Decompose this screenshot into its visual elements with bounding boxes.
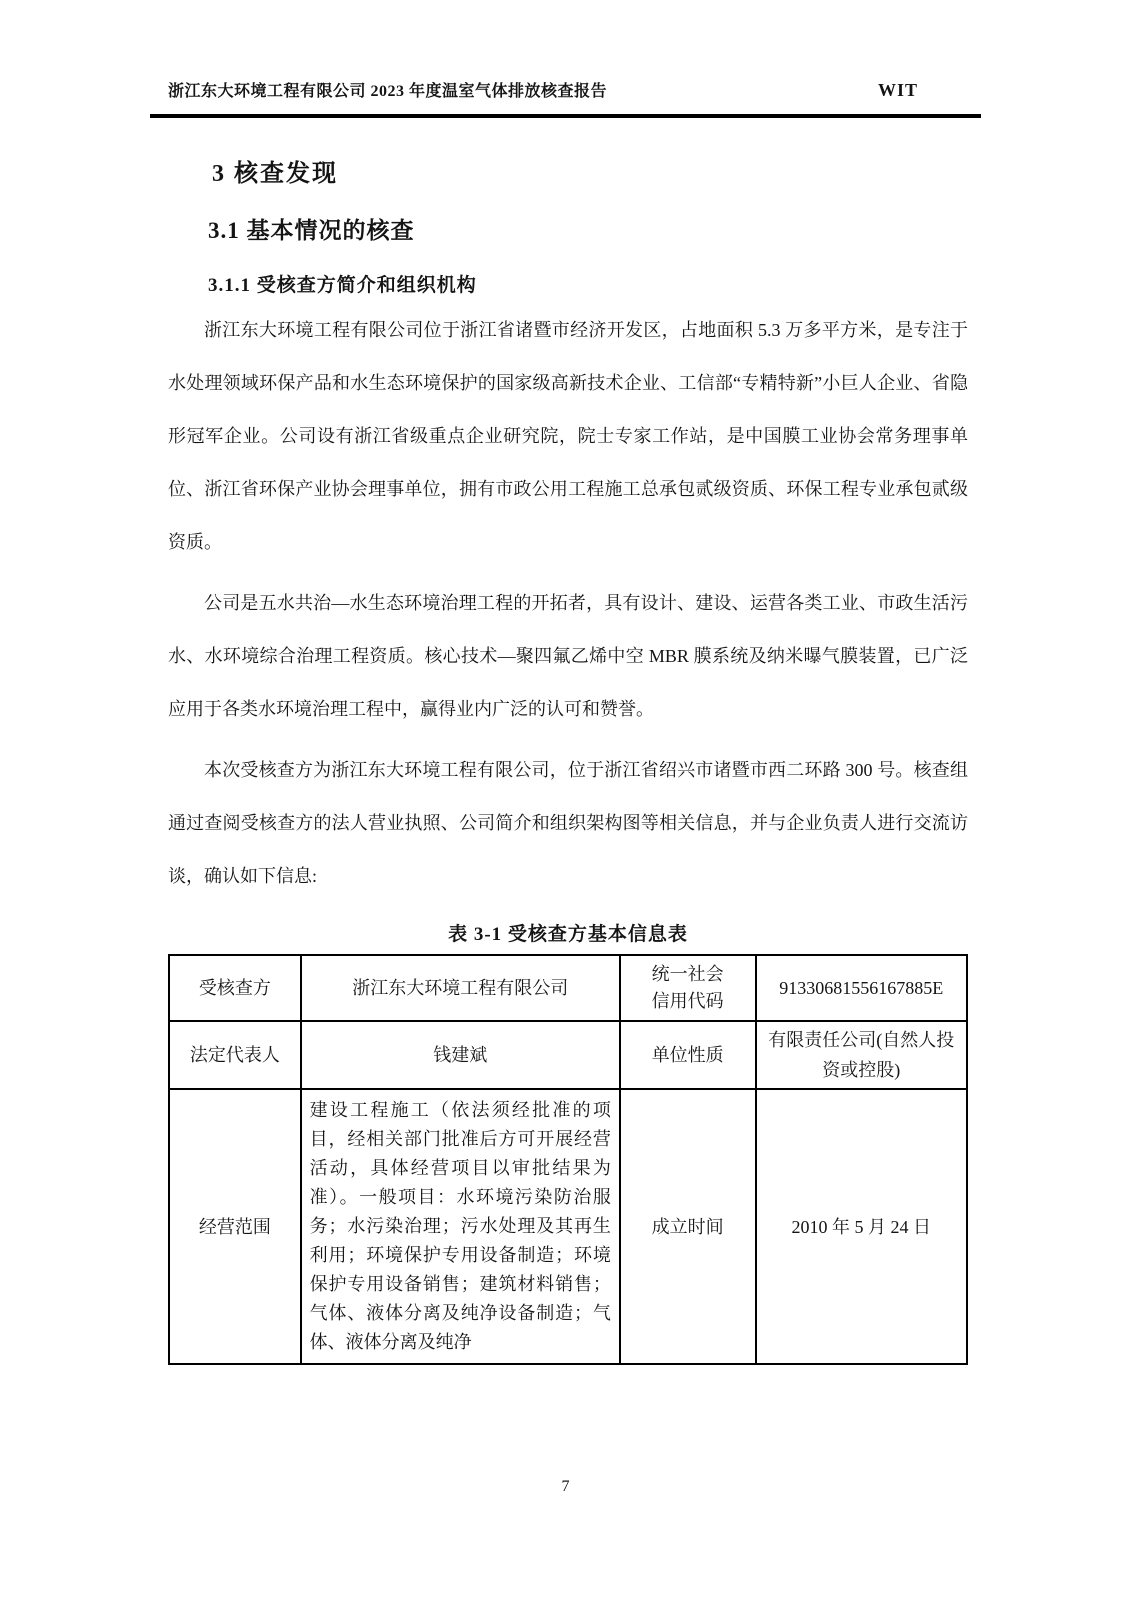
page-header bbox=[150, 78, 981, 118]
establishment-date-label-text: 成立时间 bbox=[651, 1216, 724, 1237]
cell-label-legal-representative: 法定代表人 bbox=[169, 1021, 301, 1089]
cell-value-entity-type: 有限责任公司(自然人投资或控股) bbox=[756, 1021, 968, 1089]
credit-code-label-text: 统一社会信用代码 bbox=[651, 964, 724, 1011]
subsection-heading: 3.1 基本情况的核查 bbox=[208, 218, 415, 243]
report-title: 浙江东大环境工程有限公司 2023 年度温室气体排放核查报告 bbox=[168, 83, 608, 100]
table-title: 表 3-1 受核查方基本信息表 bbox=[448, 924, 688, 945]
cell-label-establishment-date bbox=[620, 1089, 756, 1364]
cell-value-credit-code: 91330681556167885E bbox=[756, 955, 968, 1021]
page-content bbox=[168, 120, 968, 1365]
basic-info-table bbox=[168, 954, 968, 1365]
cell-value-business-scope: 建设工程施工（依法须经批准的项目，经相关部门批准后方可开展经营活动，具体经营项目以审批结果为准）。一般项目：水环境污染防治服务；水污染治理；污水处理及其再生利用；环境保护专用设备制造；环境保护专用设备销售；建筑材料销售；气体、液体分离及纯净设备制造；气体、液体分离及纯净 bbox=[301, 1089, 620, 1364]
cell-label-credit-code bbox=[620, 955, 756, 1021]
cell-value-company-name: 浙江东大环境工程有限公司 bbox=[301, 955, 620, 1021]
subsubsection-heading: 3.1.1 受核查方简介和组织机构 bbox=[208, 275, 477, 296]
cell-value-establishment-date: 2010 年 5 月 24 日 bbox=[756, 1089, 968, 1364]
cell-value-legal-representative: 钱建斌 bbox=[301, 1021, 620, 1089]
table-row bbox=[169, 1021, 967, 1089]
section-heading: 3 核查发现 bbox=[212, 161, 338, 187]
cell-label-verified-party: 受核查方 bbox=[169, 955, 301, 1021]
cell-label-entity-type bbox=[620, 1021, 756, 1089]
paragraph-company-intro: 浙江东大环境工程有限公司位于浙江省诸暨市经济开发区，占地面积 5.3 万多平方米，是专注于水处理领域环保产品和水生态环境保护的国家级高新技术企业、工信部“专精特新”小巨人企业、省隐形冠军企业。公司设有浙江省级重点企业研究院，院士专家工作站，是中国膜工业协会常务理事单位、浙江省环保产业协会理事单位，拥有市政公用工程施工总承包贰级资质、环保工程专业承包贰级资质。 bbox=[168, 320, 968, 552]
cell-label-business-scope: 经营范围 bbox=[169, 1089, 301, 1364]
wit-logo: WIT bbox=[877, 80, 918, 100]
paragraph-verification-info: 本次受核查方为浙江东大环境工程有限公司，位于浙江省绍兴市诸暨市西二环路 300 号。核查组通过查阅受核查方的法人营业执照、公司简介和组织架构图等相关信息，并与企业负责人进行交流访谈，确认如下信息: bbox=[168, 760, 968, 886]
table-row bbox=[169, 955, 967, 1021]
entity-type-label-text: 单位性质 bbox=[651, 1045, 724, 1065]
page-number: 7 bbox=[561, 1478, 570, 1495]
paragraph-company-business: 公司是五水共治—水生态环境治理工程的开拓者，具有设计、建设、运营各类工业、市政生活污水、水环境综合治理工程资质。核心技术—聚四氟乙烯中空 MBR 膜系统及纳米曝气膜装置，已广泛应用于各类水环境治理工程中，赢得业内广泛的认可和赞誉。 bbox=[168, 593, 968, 719]
table-row bbox=[169, 1089, 967, 1364]
